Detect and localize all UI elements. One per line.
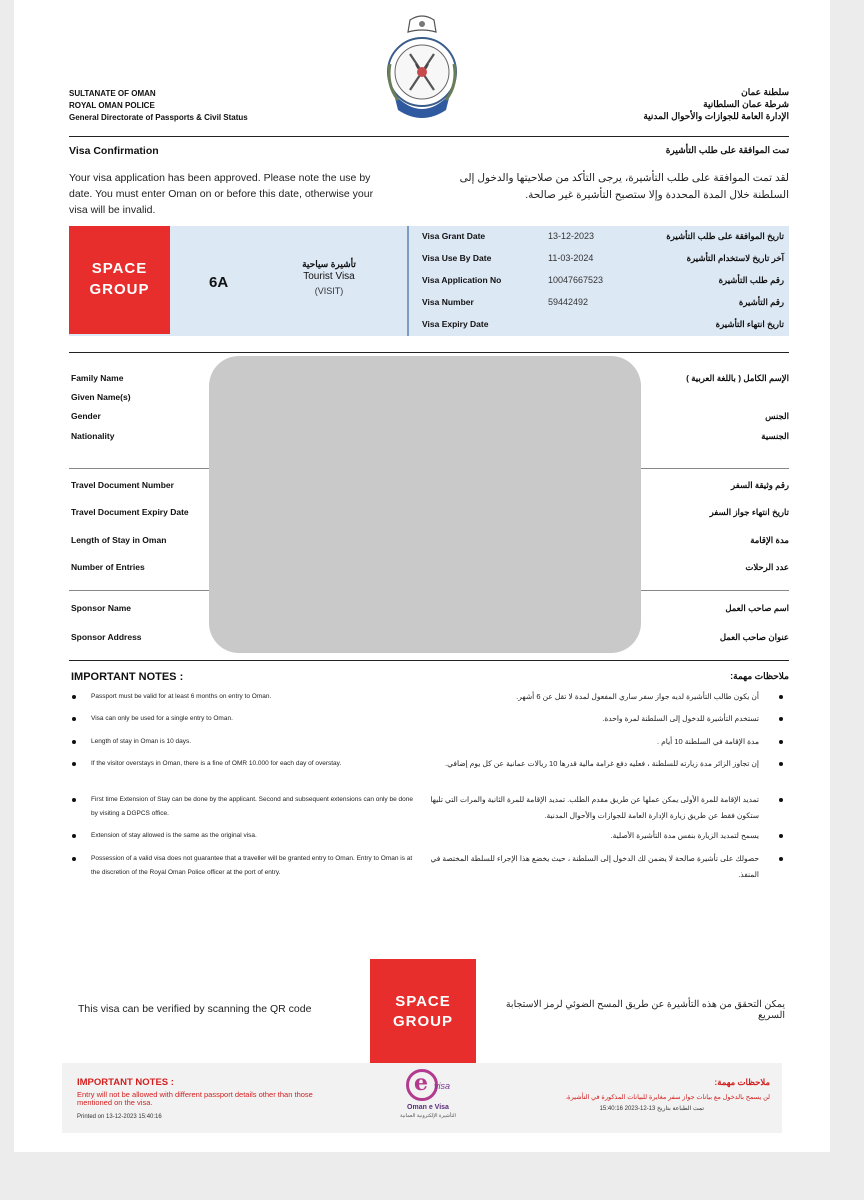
- oman-evisa-logo: [392, 1067, 464, 1129]
- note-bullet: [72, 695, 76, 699]
- royal-oman-police-emblem-icon: [380, 14, 464, 126]
- notes-title-en: IMPORTANT NOTES :: [71, 671, 184, 683]
- section-divider: [69, 352, 789, 353]
- header-ar-line2: شرطة عمان السلطانية: [703, 99, 789, 109]
- redaction-overlay: [209, 356, 641, 653]
- note-ar: يسمح لتمديد الزيارة بنفس مدة التأشيرة الأصلية.: [610, 831, 759, 840]
- note-ar: أن يكون طالب التأشيرة لديه جواز سفر ساري المفعول لمدة لا تقل عن 6 أشهر.: [516, 692, 759, 701]
- footer-title-en: IMPORTANT NOTES :: [77, 1077, 174, 1088]
- confirmation-title-en: Visa Confirmation: [69, 145, 159, 157]
- band-divider: [407, 226, 409, 336]
- confirmation-title-ar: تمت الموافقة على طلب التأشيرة: [665, 145, 789, 155]
- qr-code-space-group-logo: [370, 959, 476, 1065]
- header-en-line3: General Directorate of Passports & Civil Status: [69, 113, 248, 122]
- note-en: Visa can only be used for a single entry to Oman.: [91, 715, 233, 722]
- visa-detail-row: [422, 275, 789, 295]
- header-en-line1: SULTANATE OF OMAN: [69, 89, 156, 98]
- note-bullet: [72, 762, 76, 766]
- visa-detail-value: 13-12-2023: [548, 231, 595, 241]
- section-divider: [69, 660, 789, 661]
- visa-type-block: [259, 258, 399, 298]
- visa-detail-value: 10047667523: [548, 275, 604, 285]
- note-bullet: [72, 857, 76, 861]
- visa-type-ar: تأشيرة سياحية: [302, 259, 356, 269]
- visa-detail-label-ar: آخر تاريخ لاستخدام التأشيرة: [686, 253, 784, 263]
- note-ar: إن تجاوز الزائر مدة زيارته للسلطنة ، فعليه دفع غرامة مالية قدرها 10 ريالات عمانية عن كل يوم إضافي.: [445, 759, 759, 768]
- note-ar: حصولك على تأشيرة صالحة لا يضمن لك الدخول إلى السلطنة ، حيث يخضع هذا الإجراء للسلطة المختصة في المنفذ.: [430, 854, 759, 879]
- note-en: First time Extension of Stay can be done by the applicant. Second and subsequent extensions can only be done by visiting a DGPCS office.: [91, 796, 413, 817]
- visa-detail-row: [422, 253, 789, 273]
- visa-detail-row: [422, 319, 789, 339]
- note-bullet: [779, 857, 783, 861]
- footer-printed-en: Printed on 13-12-2023 15:40:16: [77, 1114, 162, 1120]
- logo-line2: GROUP: [89, 281, 150, 298]
- confirmation-intro-ar: لقد تمت الموافقة على طلب التأشيرة، يرجى التأكد من صلاحيتها والدخول إلى السلطنة خلال المدة المحددة وإلا ستصبح التأشيرة غير صالحة.: [459, 172, 789, 201]
- logo-line1: SPACE: [395, 993, 451, 1010]
- visa-detail-value: 11-03-2024: [548, 253, 594, 263]
- field-label-ar-sponsor-address: عنوان صاحب العمل: [719, 632, 789, 642]
- footer-printed-ar: تمت الطباعة بتاريخ 13-12-2023 15:40:16: [599, 1106, 704, 1112]
- evisa-logo-text: Oman e Visa: [407, 1104, 449, 1111]
- field-label-travel-doc-number: Travel Document Number: [71, 480, 174, 490]
- visa-detail-label-ar: تاريخ انتهاء التأشيرة: [715, 319, 784, 329]
- evisa-logo-sub-ar: التأشيرة الإلكترونية العمانية: [400, 1113, 456, 1119]
- footer-title-ar: ملاحظات مهمة:: [714, 1077, 770, 1087]
- header-ar-line1: سلطنة عمان: [741, 87, 789, 97]
- note-bullet: [779, 834, 783, 838]
- note-ar: تمديد الإقامة للمرة الأولى يمكن عملها عن طريق مقدم الطلب. تمديد الإقامة للمرة الثانية والمرات التي تليها ستكون فقط عن طريق زيارة الإدارة العامة للجوازات والأحوال المدنية.: [430, 795, 759, 820]
- confirmation-intro-en: Your visa application has been approved. Please note the use by date. You must enter Oman on or before this date, otherwise your visa will be invalid.: [69, 172, 374, 216]
- logo-line1: SPACE: [91, 260, 148, 277]
- visa-detail-label-en: Visa Grant Date: [422, 231, 486, 241]
- field-label-given-names: Given Name(s): [71, 392, 131, 402]
- evisa-logo-word: visa: [434, 1081, 451, 1091]
- field-label-ar-number-of-entries: عدد الرحلات: [745, 562, 789, 572]
- field-label-sponsor-address: Sponsor Address: [71, 632, 142, 642]
- visa-summary-band: [69, 226, 789, 336]
- visa-detail-value: 59442492: [548, 297, 589, 307]
- field-label-travel-doc-expiry: Travel Document Expiry Date: [71, 507, 189, 517]
- note-bullet: [72, 834, 76, 838]
- visa-detail-label-en: Visa Expiry Date: [422, 319, 489, 329]
- note-bullet: [779, 717, 783, 721]
- qr-text-ar: يمكن التحقق من هذه التأشيرة عن طريق المسح الضوئي لرمز الاستجابة السريع: [505, 999, 785, 1021]
- field-label-length-of-stay: Length of Stay in Oman: [71, 535, 167, 545]
- field-label-number-of-entries: Number of Entries: [71, 562, 145, 572]
- field-label-ar-nationality: الجنسية: [761, 431, 789, 441]
- qr-text-en: This visa can be verified by scanning the QR code: [78, 1003, 312, 1015]
- note-en: If the visitor overstays in Oman, there is a fine of OMR 10.000 for each day of overstay.: [91, 760, 342, 767]
- note-en: Extension of stay allowed is the same as the original visa.: [91, 832, 257, 839]
- note-en: Possession of a valid visa does not guarantee that a traveller will be granted entry to Oman. Entry to Oman is at the discretion of the Royal Oman Police officer at the port of entry.: [91, 855, 413, 876]
- visa-detail-label-en: Visa Application No: [422, 275, 502, 285]
- field-label-nationality: Nationality: [71, 431, 115, 441]
- space-group-logo: [69, 226, 170, 334]
- header-en-line2: ROYAL OMAN POLICE: [69, 101, 155, 110]
- field-label-ar-sponsor-name: اسم صاحب العمل: [725, 603, 789, 613]
- header-divider: [69, 136, 789, 137]
- visa-type-sub: (VISIT): [314, 286, 344, 296]
- field-label-ar-full-name: الإسم الكامل ( باللغة العربية ): [686, 373, 789, 383]
- visa-detail-label-ar: رقم طلب التأشيرة: [718, 275, 784, 285]
- header-ar: [554, 86, 789, 122]
- evisa-logo-letter: e: [414, 1070, 428, 1096]
- header-ar-line3: الإدارة العامة للجوازات والأحوال المدنية: [643, 111, 789, 121]
- note-bullet: [72, 717, 76, 721]
- field-label-gender: Gender: [71, 411, 101, 421]
- field-label-ar-travel-doc-expiry: تاريخ انتهاء جواز السفر: [709, 507, 789, 517]
- visa-detail-label-en: Visa Number: [422, 297, 474, 307]
- visa-document: [14, 0, 830, 1152]
- note-bullet: [779, 740, 783, 744]
- notes-title-ar: ملاحظات مهمة:: [730, 671, 789, 681]
- field-label-ar-length-of-stay: مدة الإقامة: [750, 535, 789, 545]
- field-label-sponsor-name: Sponsor Name: [71, 603, 131, 613]
- footer-note-en: Entry will not be allowed with different passport details other than those mentioned on the visa.: [77, 1090, 313, 1107]
- note-ar: تستخدم التأشيرة للدخول إلى السلطنة لمرة واحدة.: [602, 714, 759, 723]
- visa-detail-label-ar: رقم التأشيرة: [738, 297, 784, 307]
- note-bullet: [779, 798, 783, 802]
- note-en: Length of stay in Oman is 10 days.: [91, 738, 192, 745]
- field-label-family-name: Family Name: [71, 373, 124, 383]
- note-bullet: [72, 740, 76, 744]
- visa-detail-row: [422, 231, 789, 251]
- note-bullet: [779, 762, 783, 766]
- visa-detail-label-en: Visa Use By Date: [422, 253, 492, 263]
- visa-detail-label-ar: تاريخ الموافقة على طلب التأشيرة: [666, 231, 784, 241]
- footer-note-ar: لن يسمح بالدخول مع بيانات جواز سفر مغايرة للبيانات المذكورة في التأشيرة.: [565, 1094, 770, 1101]
- note-en: Passport must be valid for at least 6 months on entry to Oman.: [91, 693, 272, 700]
- header-en: [69, 88, 299, 124]
- note-ar: مدة الإقامة في السلطنة 10 أيام .: [656, 737, 759, 746]
- logo-line2: GROUP: [392, 1013, 453, 1030]
- visa-detail-row: [422, 297, 789, 317]
- field-label-ar-gender: الجنس: [765, 411, 789, 421]
- note-bullet: [779, 695, 783, 699]
- footer-notes: [62, 1063, 782, 1133]
- visa-type-en: Tourist Visa: [303, 271, 355, 282]
- note-bullet: [72, 798, 76, 802]
- visa-type-code: 6A: [209, 274, 229, 291]
- visa-details: [422, 226, 789, 336]
- field-label-ar-travel-doc-number: رقم وثيقة السفر: [731, 480, 789, 490]
